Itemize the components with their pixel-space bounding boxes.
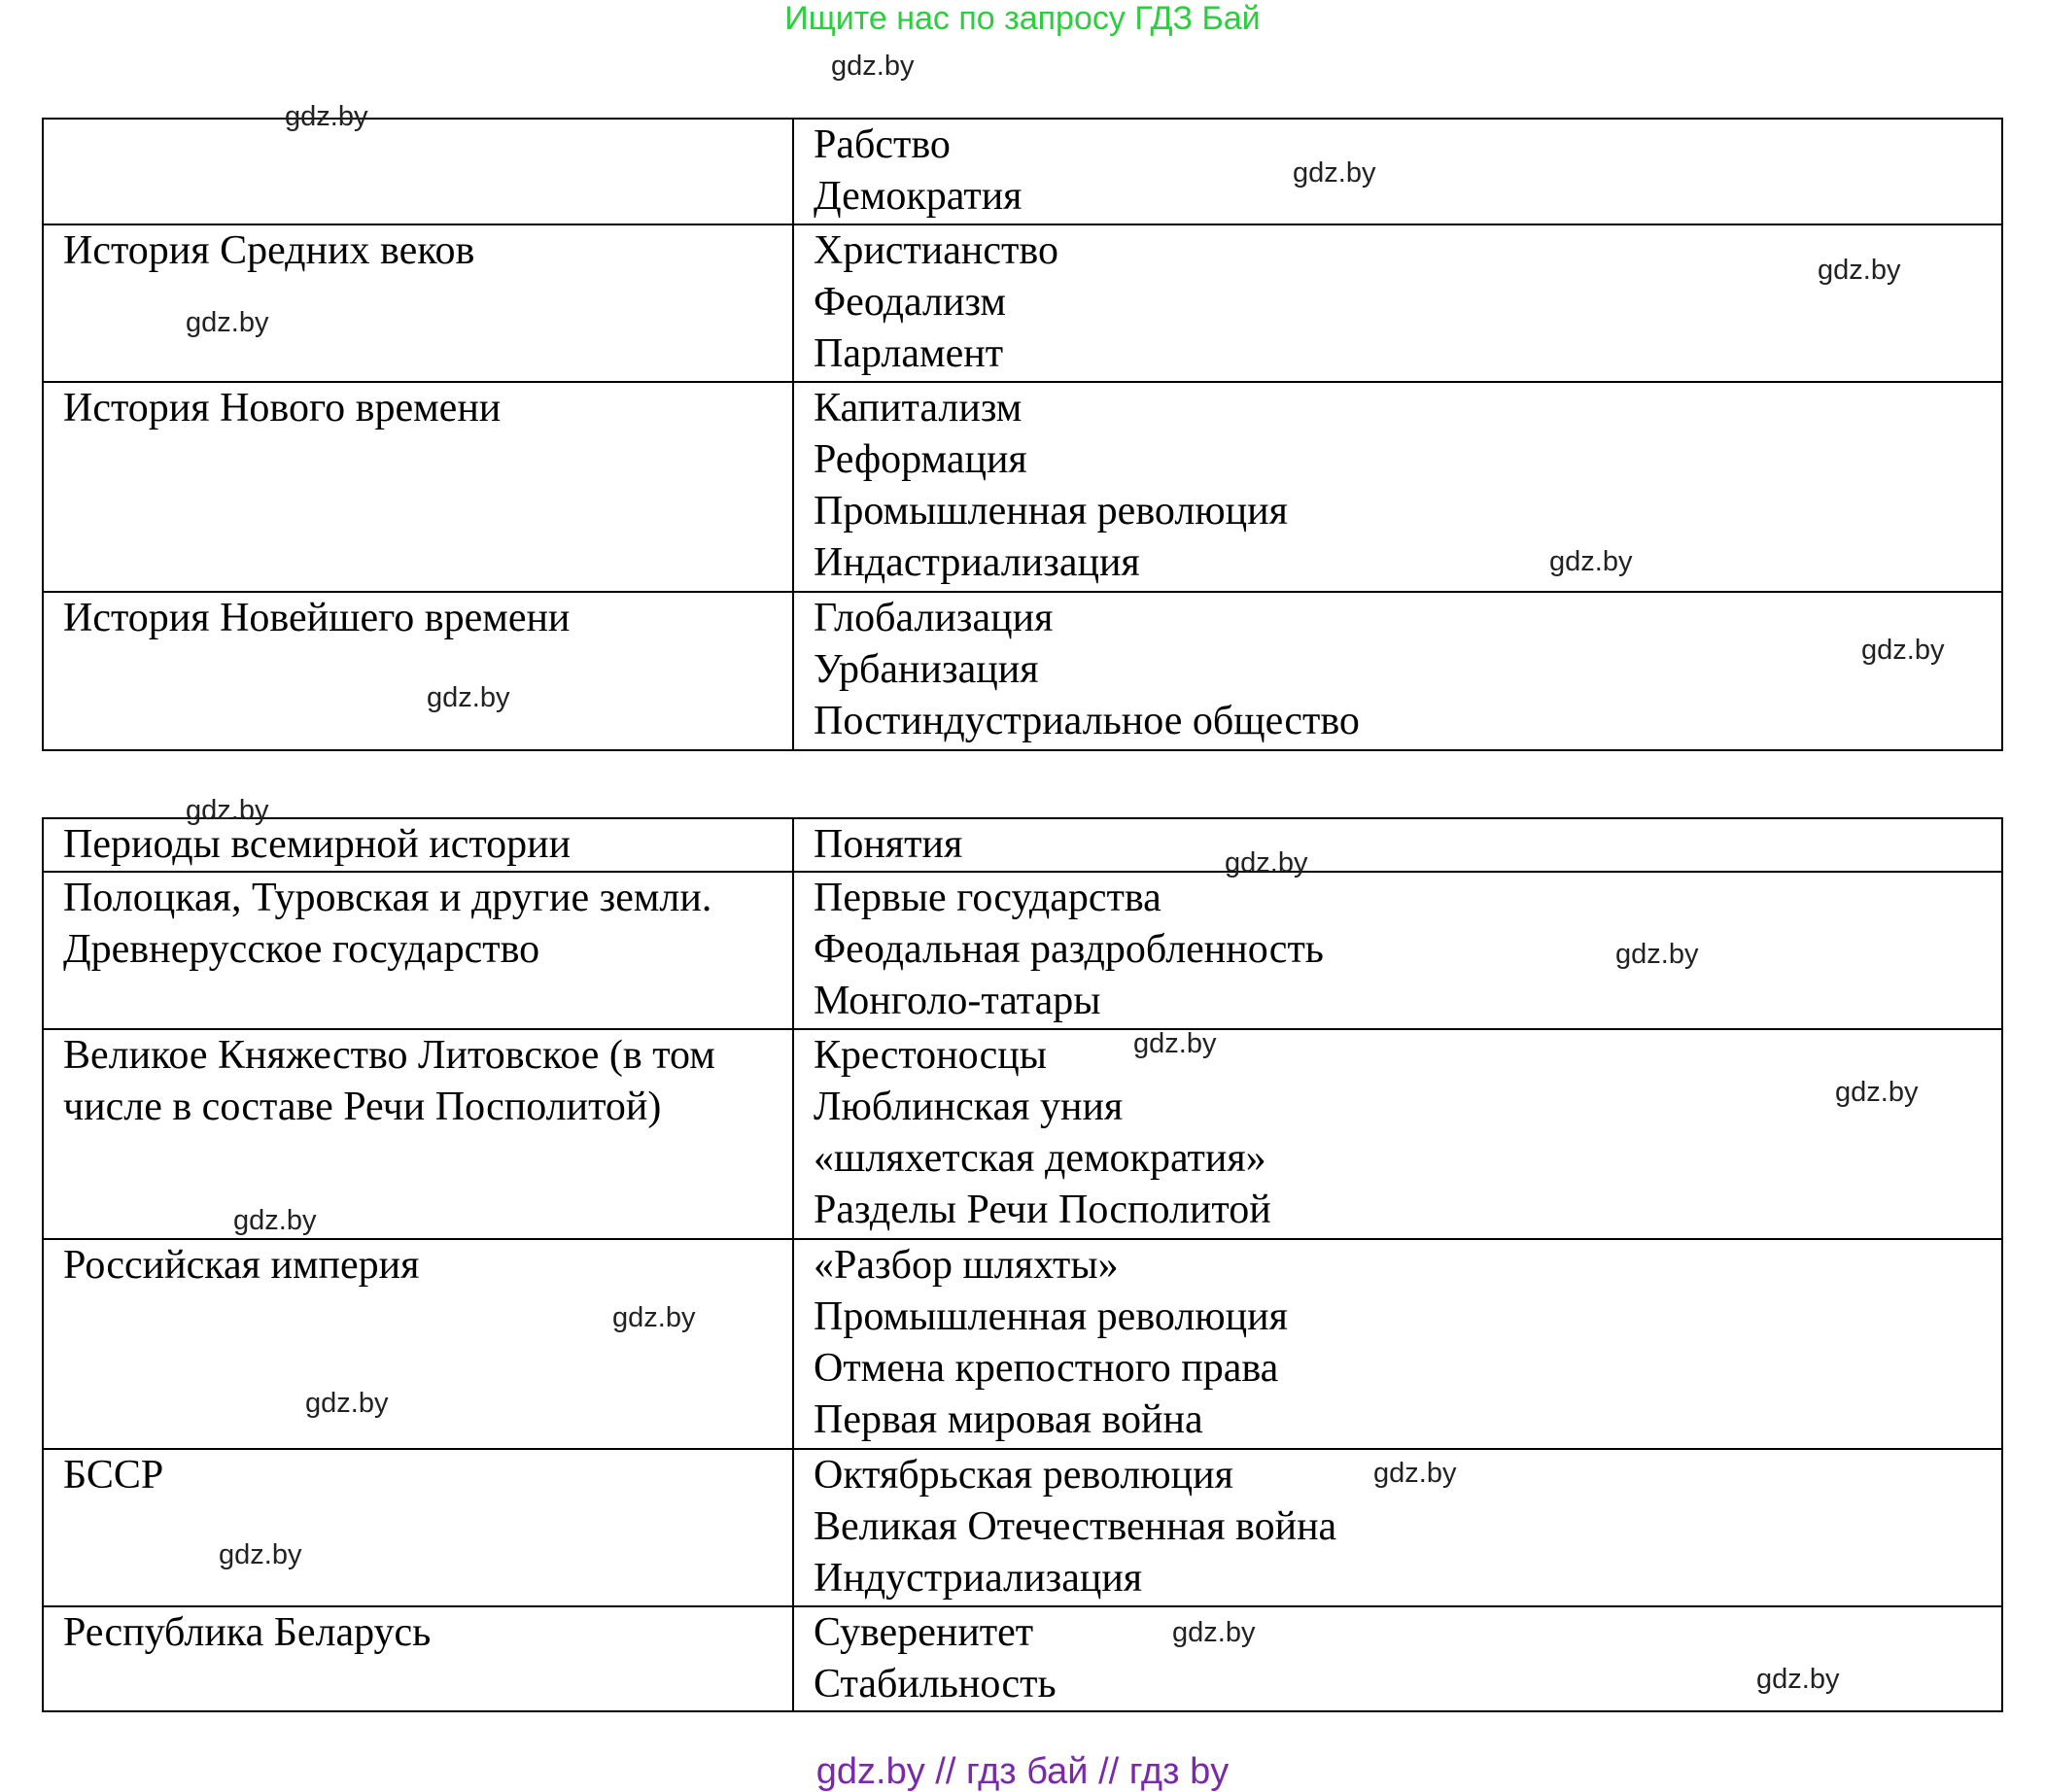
- concept-item: Демократия: [814, 174, 1022, 219]
- concepts-cell: [793, 1239, 2002, 1449]
- concept-item: Монголо-татары: [814, 979, 1101, 1023]
- table-row: [43, 592, 2002, 750]
- concepts-cell: [793, 872, 2002, 1029]
- watermark: gdz.by: [305, 1388, 389, 1419]
- watermark: gdz.by: [1373, 1458, 1457, 1489]
- header-period: Периоды всемирной истории: [43, 818, 793, 872]
- watermark: gdz.by: [285, 101, 368, 132]
- table-row: [43, 1029, 2002, 1239]
- watermark: gdz.by: [1549, 546, 1633, 577]
- concept-item: Великая Отечественная война: [814, 1504, 1337, 1549]
- concept-item: «шляхетская демократия»: [814, 1136, 1266, 1181]
- concept-item: Крестоносцы: [814, 1033, 1048, 1078]
- concepts-cell: [793, 119, 2002, 224]
- period-cell: История Средних веков: [43, 224, 793, 382]
- watermark: gdz.by: [1835, 1077, 1919, 1108]
- table-row: [43, 872, 2002, 1029]
- concept-item: Урбанизация: [814, 647, 1039, 692]
- concept-item: Парламент: [814, 331, 1004, 376]
- concept-item: Постиндустриальное общество: [814, 699, 1360, 743]
- concept-item: Промышленная революция: [814, 489, 1288, 534]
- promo-banner: Ищите нас по запросу ГДЗ Бай: [784, 0, 1261, 37]
- concept-item: Индустриализация: [814, 1556, 1143, 1601]
- watermark: gdz.by: [1818, 255, 1901, 286]
- concepts-cell: [793, 1606, 2002, 1711]
- concepts-cell: [793, 224, 2002, 382]
- period-cell: Великое Княжество Литовское (в том числе в составе Речи Посполитой): [43, 1029, 793, 1239]
- period-cell: Республика Беларусь: [43, 1606, 793, 1711]
- watermark: gdz.by: [831, 51, 915, 82]
- watermark: gdz.by: [1133, 1028, 1217, 1059]
- concept-item: Капитализм: [814, 386, 1022, 431]
- watermark: gdz.by: [1225, 847, 1308, 879]
- concept-item: Стабильность: [814, 1662, 1057, 1706]
- concept-item: Первая мировая война: [814, 1397, 1203, 1442]
- concept-item: Христианство: [814, 228, 1058, 273]
- table-row: [43, 1606, 2002, 1711]
- periods-table-belarus: [42, 817, 2003, 1712]
- table-row: [43, 224, 2002, 382]
- concept-item: Индастриализация: [814, 540, 1140, 585]
- concept-item: Реформация: [814, 437, 1027, 482]
- watermark: gdz.by: [1172, 1617, 1256, 1648]
- concept-item: Отмена крепостного права: [814, 1346, 1279, 1391]
- concepts-cell: [793, 592, 2002, 750]
- concept-item: «Разбор шляхты»: [814, 1243, 1119, 1288]
- period-cell: Полоцкая, Туровская и другие земли. Древнерусское государство: [43, 872, 793, 1029]
- watermark: gdz.by: [612, 1302, 696, 1333]
- watermark: gdz.by: [186, 307, 269, 338]
- period-cell: БССР: [43, 1449, 793, 1606]
- watermark: gdz.by: [1293, 157, 1376, 189]
- watermark: gdz.by: [186, 795, 269, 826]
- watermark: gdz.by: [1861, 635, 1945, 666]
- table-row: [43, 1449, 2002, 1606]
- watermark: gdz.by: [427, 682, 510, 713]
- period-cell: История Нового времени: [43, 382, 793, 592]
- concepts-cell: [793, 1029, 2002, 1239]
- watermark: gdz.by: [219, 1539, 302, 1570]
- concept-item: Рабство: [814, 122, 951, 167]
- periods-table-world: [42, 118, 2003, 751]
- concept-item: Промышленная революция: [814, 1294, 1288, 1339]
- concept-item: Люблинская уния: [814, 1085, 1124, 1129]
- concept-item: Глобализация: [814, 596, 1054, 640]
- concept-item: Феодализм: [814, 280, 1007, 325]
- concept-item: Октябрьская революция: [814, 1453, 1233, 1498]
- footer-text: gdz.by // гдз бай // гдз by: [815, 1751, 1230, 1792]
- concept-item: Разделы Речи Посполитой: [814, 1188, 1271, 1232]
- period-cell: Российская империя: [43, 1239, 793, 1449]
- watermark: gdz.by: [233, 1205, 317, 1236]
- table-row: [43, 119, 2002, 224]
- table-header-row: [43, 818, 2002, 872]
- concepts-cell: [793, 382, 2002, 592]
- period-cell: [43, 119, 793, 224]
- watermark: gdz.by: [1756, 1664, 1840, 1695]
- concept-item: Первые государства: [814, 876, 1161, 920]
- period-cell: История Новейшего времени: [43, 592, 793, 750]
- header-concepts: Понятия: [793, 818, 2002, 872]
- watermark: gdz.by: [1615, 939, 1699, 970]
- table-row: [43, 382, 2002, 592]
- concept-item: Суверенитет: [814, 1610, 1034, 1655]
- concept-item: Феодальная раздробленность: [814, 927, 1324, 972]
